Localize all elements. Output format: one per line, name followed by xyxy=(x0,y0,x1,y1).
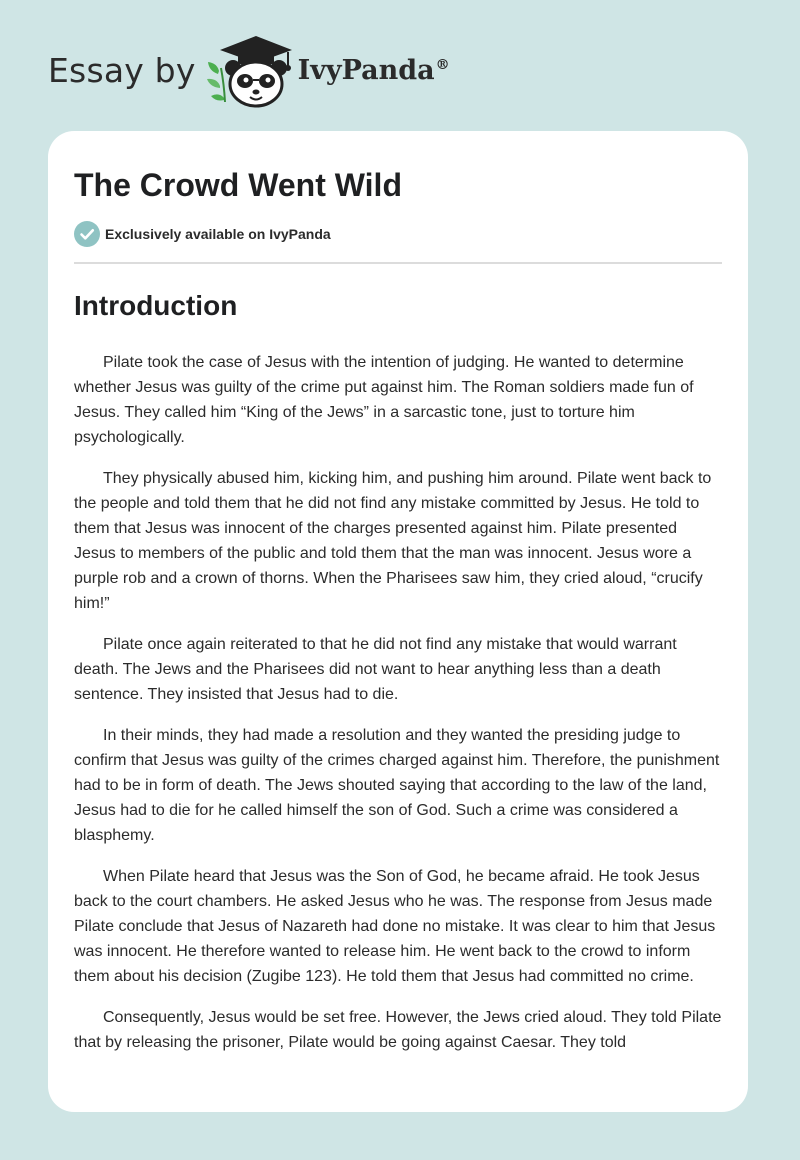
section-heading-introduction: Introduction xyxy=(74,290,238,321)
check-circle-icon xyxy=(74,221,100,247)
brand-name xyxy=(298,55,450,86)
essay-by-label: Essay by xyxy=(48,50,196,90)
divider xyxy=(74,262,722,264)
brand-header xyxy=(48,30,450,110)
essay-title: The Crowd Went Wild xyxy=(74,167,402,203)
paragraph: In their minds, they had made a resolution and they wanted the presiding judge to confirm that Jesus was guilty of the crimes charged against him. Therefore, the punishment had to be in form of death. The Jews shouted saying that according to the law of the land, Jesus had to die for he called himself the son of God. Such a crime was considered a blasphemy. xyxy=(74,727,720,844)
exclusive-badge-text: Exclusively available on IvyPanda xyxy=(105,226,331,242)
essay-card xyxy=(48,131,748,1112)
paragraph: They physically abused him, kicking him, and pushing him around. Pilate went back to the people and told them that he did not find any mistake committed by Jesus. He told to them that Jesus was innocent of the charges presented against him. Pilate presented Jesus to members of the public and told them that the man was innocent. Jesus wore a purple rob and a crown of thorns. When the Pharisees saw him, they cried aloud, “crucify him!” xyxy=(74,470,712,612)
paragraph: Pilate once again reiterated to that he did not find any mistake that would warrant death. The Jews and the Pharisees did not want to hear anything less than a death sentence. They insisted that Jesus had to die. xyxy=(74,636,677,703)
paragraph: Consequently, Jesus would be set free. However, the Jews cried aloud. They told Pilate that by releasing the prisoner, Pilate would be going against Caesar. They told xyxy=(74,1009,722,1051)
exclusive-badge xyxy=(74,221,722,247)
panda-graduate-logo xyxy=(204,30,308,110)
brand-name-text: IvyPanda xyxy=(297,54,435,86)
registered-mark: ® xyxy=(435,56,450,73)
essay-body xyxy=(74,350,722,1055)
paragraph: When Pilate heard that Jesus was the Son of God, he became afraid. He took Jesus back to the court chambers. He asked Jesus who he was. The response from Jesus made Pilate conclude that Jesus of Nazareth had done no mistake. It was clear to him that Jesus was innocent. He therefore wanted to release him. He went back to the crowd to inform them about his decision (Zugibe 123). He told them that Jesus had committed no crime. xyxy=(74,868,716,985)
paragraph: Pilate took the case of Jesus with the intention of judging. He wanted to determine whether Jesus was guilty of the crime put against him. The Roman soldiers made fun of Jesus. They called him “King of the Jews” in a sarcastic tone, just to torture him psychologically. xyxy=(74,354,694,446)
